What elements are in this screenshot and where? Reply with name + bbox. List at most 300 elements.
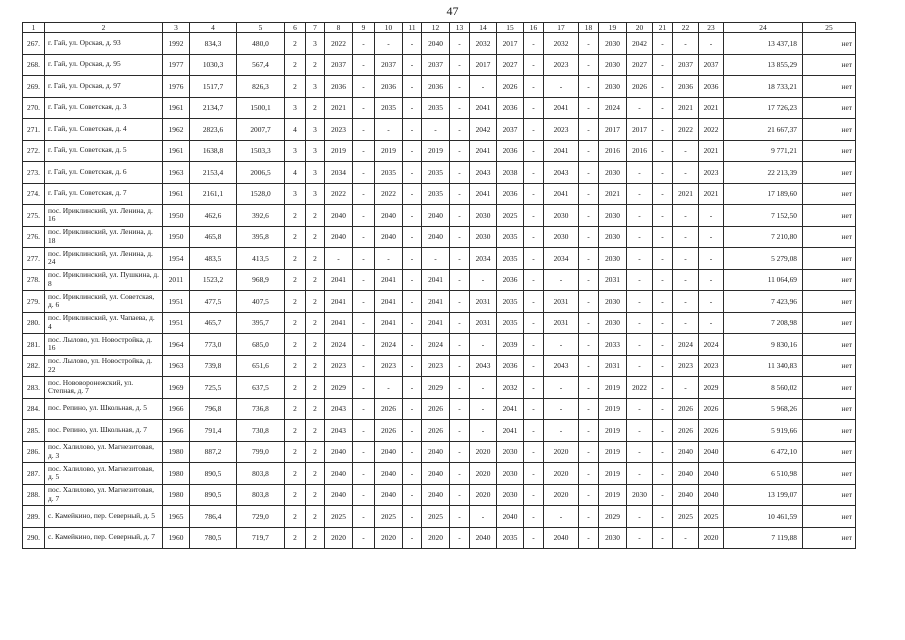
table-cell: нет	[803, 291, 856, 313]
table-row	[23, 183, 856, 205]
table-cell: 2037	[325, 54, 353, 76]
table-cell: -	[579, 527, 599, 549]
table-cell: 2041	[422, 291, 450, 313]
address-cell: пос. Ириклинский, ул. Ленина, д. 24	[45, 248, 163, 270]
table-cell: -	[403, 527, 422, 549]
table-cell: 2020	[470, 463, 497, 485]
table-cell: -	[627, 248, 653, 270]
table-cell: -	[353, 527, 375, 549]
table-cell: 2023	[325, 355, 353, 377]
table-cell: 2031	[470, 312, 497, 334]
column-number-header: 16	[524, 23, 544, 33]
table-cell: 2017	[627, 119, 653, 141]
table-cell: 2037	[375, 54, 403, 76]
table-cell: 1969	[163, 377, 190, 399]
table-cell: -	[544, 269, 579, 291]
table-cell: 2026	[497, 76, 524, 98]
table-cell: 2030	[599, 291, 627, 313]
table-row	[23, 140, 856, 162]
table-cell: -	[353, 441, 375, 463]
table-row	[23, 377, 856, 399]
table-header-row	[23, 23, 856, 33]
table-cell: -	[653, 162, 673, 184]
table-cell: 477,5	[190, 291, 237, 313]
table-cell: -	[403, 398, 422, 420]
table-cell: -	[470, 506, 497, 528]
column-number-header: 12	[422, 23, 450, 33]
table-cell: -	[353, 54, 375, 76]
column-number-header: 22	[673, 23, 699, 33]
table-cell: -	[579, 355, 599, 377]
table-cell: 2026	[422, 420, 450, 442]
table-cell: 2	[306, 269, 325, 291]
table-cell: 2	[285, 205, 306, 227]
table-cell: 2040	[422, 205, 450, 227]
table-cell: нет	[803, 398, 856, 420]
table-cell: -	[544, 377, 579, 399]
table-cell: 11 064,69	[724, 269, 803, 291]
table-cell: -	[653, 248, 673, 270]
table-cell: 2	[285, 527, 306, 549]
table-cell: 2022	[325, 33, 353, 55]
table-cell: -	[450, 205, 470, 227]
table-cell: 2016	[599, 140, 627, 162]
table-cell: -	[579, 226, 599, 248]
table-cell: 2	[285, 463, 306, 485]
table-cell: 1961	[163, 183, 190, 205]
table-cell: 2023	[375, 355, 403, 377]
table-cell: 2042	[627, 33, 653, 55]
table-cell: -	[450, 441, 470, 463]
table-cell: 465,7	[190, 312, 237, 334]
table-cell: 2021	[699, 140, 724, 162]
table-cell: -	[579, 377, 599, 399]
table-cell: 22 213,39	[724, 162, 803, 184]
table-cell: -	[353, 506, 375, 528]
table-cell: -	[653, 312, 673, 334]
table-cell: -	[579, 248, 599, 270]
table-cell: -	[403, 226, 422, 248]
table-cell: 2043	[470, 162, 497, 184]
table-cell: нет	[803, 205, 856, 227]
table-cell: -	[579, 269, 599, 291]
table-cell: -	[524, 334, 544, 356]
table-cell: 2027	[627, 54, 653, 76]
table-cell: -	[524, 377, 544, 399]
address-cell: г. Гай, ул. Орская, д. 93	[45, 33, 163, 55]
table-cell: 3	[306, 33, 325, 55]
table-cell: 4	[285, 162, 306, 184]
table-cell: -	[403, 140, 422, 162]
table-cell: 2043	[325, 398, 353, 420]
table-cell: 1951	[163, 291, 190, 313]
table-cell: 2025	[673, 506, 699, 528]
table-cell: -	[450, 248, 470, 270]
table-cell: 3	[306, 140, 325, 162]
table-cell: 2031	[544, 312, 579, 334]
table-cell: 2030	[599, 527, 627, 549]
table-cell: 2025	[699, 506, 724, 528]
table-cell: 2030	[599, 248, 627, 270]
table-cell: нет	[803, 183, 856, 205]
table-cell: 2030	[544, 226, 579, 248]
table-cell: 2040	[470, 527, 497, 549]
table-cell: 2026	[375, 398, 403, 420]
table-cell: -	[653, 334, 673, 356]
table-cell: 2040	[673, 441, 699, 463]
table-cell: -	[450, 183, 470, 205]
table-cell: 2	[306, 463, 325, 485]
table-cell: 2025	[497, 205, 524, 227]
table-cell: 2036	[497, 140, 524, 162]
table-cell: -	[673, 162, 699, 184]
row-number-cell: 269.	[23, 76, 45, 98]
column-number-header: 14	[470, 23, 497, 33]
table-cell: -	[524, 54, 544, 76]
table-cell: -	[353, 463, 375, 485]
table-cell: -	[544, 334, 579, 356]
table-cell: -	[403, 484, 422, 506]
table-cell: -	[699, 291, 724, 313]
table-cell: 890,5	[190, 484, 237, 506]
table-cell: 3	[306, 162, 325, 184]
table-cell: -	[524, 76, 544, 98]
table-cell: 2035	[375, 162, 403, 184]
table-cell: нет	[803, 226, 856, 248]
table-cell: 2022	[325, 183, 353, 205]
table-cell: -	[353, 420, 375, 442]
table-cell: 2041	[422, 312, 450, 334]
table-cell: -	[653, 140, 673, 162]
table-cell: 2021	[325, 97, 353, 119]
table-cell: -	[450, 269, 470, 291]
table-cell: 2024	[422, 334, 450, 356]
table-cell: 1977	[163, 54, 190, 76]
table-cell: -	[627, 527, 653, 549]
table-cell: 2	[306, 291, 325, 313]
table-cell: 2040	[422, 33, 450, 55]
table-cell: -	[579, 334, 599, 356]
table-cell: 2026	[375, 420, 403, 442]
table-cell: 2041	[544, 97, 579, 119]
table-cell: 2032	[497, 377, 524, 399]
table-cell: -	[579, 97, 599, 119]
row-number-cell: 284.	[23, 398, 45, 420]
table-cell: 1980	[163, 463, 190, 485]
table-cell: -	[653, 420, 673, 442]
table-cell: 1954	[163, 248, 190, 270]
table-cell: 2022	[699, 119, 724, 141]
address-cell: пос. Ириклинский, ул. Советская, д. 6	[45, 291, 163, 313]
table-cell: -	[627, 398, 653, 420]
table-cell: 2030	[627, 484, 653, 506]
row-number-cell: 276.	[23, 226, 45, 248]
table-cell: 2020	[375, 527, 403, 549]
table-cell: 567,4	[237, 54, 285, 76]
table-cell: 2020	[470, 484, 497, 506]
table-cell: 2	[306, 312, 325, 334]
table-cell: нет	[803, 334, 856, 356]
table-cell: -	[375, 119, 403, 141]
table-cell: 2030	[544, 205, 579, 227]
table-cell: 2040	[325, 226, 353, 248]
table-cell: -	[673, 269, 699, 291]
table-cell: 2025	[325, 506, 353, 528]
table-cell: 2	[285, 76, 306, 98]
table-cell: -	[353, 183, 375, 205]
table-row	[23, 355, 856, 377]
table-cell: 2016	[627, 140, 653, 162]
row-number-cell: 287.	[23, 463, 45, 485]
table-cell: 2025	[375, 506, 403, 528]
table-cell: 2011	[163, 269, 190, 291]
table-cell: -	[653, 183, 673, 205]
table-cell: 2019	[599, 398, 627, 420]
table-cell: 2	[285, 291, 306, 313]
table-cell: 2026	[673, 398, 699, 420]
table-row	[23, 33, 856, 55]
table-cell: 2017	[599, 119, 627, 141]
table-row	[23, 506, 856, 528]
table-cell: -	[450, 506, 470, 528]
table-cell: 1963	[163, 355, 190, 377]
table-cell: 1992	[163, 33, 190, 55]
table-cell: -	[403, 183, 422, 205]
table-cell: -	[524, 248, 544, 270]
table-cell: 2021	[673, 183, 699, 205]
table-cell: 480,0	[237, 33, 285, 55]
table-cell: 2034	[325, 162, 353, 184]
address-cell: пос. Лылово, ул. Новостройка, д. 22	[45, 355, 163, 377]
table-cell: 3	[306, 183, 325, 205]
table-cell: -	[579, 205, 599, 227]
table-cell: -	[579, 312, 599, 334]
table-cell: -	[653, 527, 673, 549]
table-row	[23, 312, 856, 334]
table-cell: 7 423,96	[724, 291, 803, 313]
table-cell: -	[470, 334, 497, 356]
table-cell: -	[403, 441, 422, 463]
table-cell: 2	[285, 355, 306, 377]
table-cell: 2030	[599, 205, 627, 227]
column-number-header: 8	[325, 23, 353, 33]
column-number-header: 6	[285, 23, 306, 33]
table-cell: 5 919,66	[724, 420, 803, 442]
table-cell: 2040	[422, 463, 450, 485]
table-cell: -	[524, 205, 544, 227]
table-cell: 3	[285, 140, 306, 162]
table-cell: 2022	[673, 119, 699, 141]
table-cell: -	[627, 269, 653, 291]
column-number-header: 24	[724, 23, 803, 33]
table-cell: -	[403, 420, 422, 442]
table-cell: -	[653, 54, 673, 76]
address-cell: пос. Репино, ул. Школьная, д. 7	[45, 420, 163, 442]
table-cell: 2036	[422, 76, 450, 98]
table-body	[23, 23, 856, 549]
table-cell: 786,4	[190, 506, 237, 528]
table-row	[23, 76, 856, 98]
row-number-cell: 279.	[23, 291, 45, 313]
table-cell: -	[450, 312, 470, 334]
column-number-header: 11	[403, 23, 422, 33]
table-cell: 462,6	[190, 205, 237, 227]
table-cell: нет	[803, 484, 856, 506]
table-cell: 968,9	[237, 269, 285, 291]
table-cell: 11 340,83	[724, 355, 803, 377]
table-cell: 2031	[544, 291, 579, 313]
table-cell: 1951	[163, 312, 190, 334]
table-cell: 2134,7	[190, 97, 237, 119]
table-cell: -	[422, 119, 450, 141]
table-cell: 3	[306, 119, 325, 141]
table-cell: 7 208,98	[724, 312, 803, 334]
table-cell: 9 771,21	[724, 140, 803, 162]
table-cell: 2007,7	[237, 119, 285, 141]
table-cell: 2040	[422, 226, 450, 248]
table-cell: 2	[306, 97, 325, 119]
table-cell: -	[470, 398, 497, 420]
table-cell: нет	[803, 269, 856, 291]
table-cell: 2019	[599, 484, 627, 506]
table-cell: 1962	[163, 119, 190, 141]
table-cell: -	[353, 205, 375, 227]
table-cell: 2020	[544, 484, 579, 506]
table-cell: -	[353, 162, 375, 184]
table-row	[23, 162, 856, 184]
table-cell: 2	[285, 226, 306, 248]
table-cell: 1638,8	[190, 140, 237, 162]
table-cell: 21 667,37	[724, 119, 803, 141]
table-cell: -	[450, 291, 470, 313]
table-cell: 2024	[375, 334, 403, 356]
table-cell: -	[403, 506, 422, 528]
table-cell: -	[524, 463, 544, 485]
table-cell: 2040	[375, 484, 403, 506]
column-number-header: 18	[579, 23, 599, 33]
column-number-header: 15	[497, 23, 524, 33]
table-cell: 2161,1	[190, 183, 237, 205]
table-cell: -	[627, 334, 653, 356]
table-cell: 5 279,08	[724, 248, 803, 270]
table-cell: 2024	[673, 334, 699, 356]
table-cell: нет	[803, 119, 856, 141]
table-cell: 2	[306, 355, 325, 377]
table-cell: 6 510,98	[724, 463, 803, 485]
table-cell: -	[450, 54, 470, 76]
table-cell: 2035	[375, 97, 403, 119]
table-cell: 395,7	[237, 312, 285, 334]
row-number-cell: 283.	[23, 377, 45, 399]
table-cell: 2036	[325, 76, 353, 98]
table-cell: нет	[803, 441, 856, 463]
table-cell: 729,0	[237, 506, 285, 528]
table-cell: -	[450, 226, 470, 248]
table-cell: 2030	[470, 205, 497, 227]
table-cell: -	[353, 377, 375, 399]
table-cell: 719,7	[237, 527, 285, 549]
address-cell: пос. Ириклинский, ул. Чапаева, д. 4	[45, 312, 163, 334]
table-cell: -	[524, 97, 544, 119]
table-cell: нет	[803, 54, 856, 76]
table-cell: 3	[306, 76, 325, 98]
column-number-header: 13	[450, 23, 470, 33]
table-cell: -	[627, 506, 653, 528]
table-row	[23, 226, 856, 248]
table-cell: -	[673, 377, 699, 399]
table-cell: 2027	[497, 54, 524, 76]
table-cell: -	[699, 269, 724, 291]
table-cell: -	[653, 119, 673, 141]
table-row	[23, 248, 856, 270]
table-cell: 2022	[375, 183, 403, 205]
row-number-cell: 272.	[23, 140, 45, 162]
table-cell: 2043	[544, 355, 579, 377]
table-cell: 791,4	[190, 420, 237, 442]
table-cell: 2029	[699, 377, 724, 399]
table-cell: 2041	[375, 312, 403, 334]
address-cell: г. Гай, ул. Советская, д. 5	[45, 140, 163, 162]
table-cell: -	[403, 205, 422, 227]
table-cell: 2	[285, 312, 306, 334]
table-cell: 2	[285, 54, 306, 76]
table-cell: -	[450, 33, 470, 55]
table-cell: 2036	[699, 76, 724, 98]
table-cell: -	[403, 33, 422, 55]
address-cell: пос. Ириклинский, ул. Ленина, д. 18	[45, 226, 163, 248]
table-cell: 780,5	[190, 527, 237, 549]
address-cell: пос. Халилово, ул. Магнезитовая, д. 7	[45, 484, 163, 506]
table-cell: нет	[803, 312, 856, 334]
table-cell: 2039	[497, 334, 524, 356]
table-cell: -	[470, 377, 497, 399]
table-cell: -	[403, 377, 422, 399]
column-number-header: 4	[190, 23, 237, 33]
row-number-cell: 267.	[23, 33, 45, 55]
table-cell: 2041	[375, 269, 403, 291]
column-number-header: 9	[353, 23, 375, 33]
table-cell: 887,2	[190, 441, 237, 463]
table-cell: -	[353, 97, 375, 119]
table-cell: 2	[285, 441, 306, 463]
table-cell: -	[524, 269, 544, 291]
table-cell: 2043	[325, 420, 353, 442]
table-cell: 2031	[470, 291, 497, 313]
table-cell: 2041	[375, 291, 403, 313]
table-cell: 2823,6	[190, 119, 237, 141]
table-cell: 6 472,10	[724, 441, 803, 463]
table-cell: 7 210,80	[724, 226, 803, 248]
table-cell: 2030	[599, 226, 627, 248]
table-cell: -	[353, 355, 375, 377]
table-cell: 2020	[325, 527, 353, 549]
row-number-cell: 273.	[23, 162, 45, 184]
table-cell: 2026	[699, 420, 724, 442]
table-cell: -	[699, 312, 724, 334]
table-cell: -	[579, 398, 599, 420]
table-row	[23, 420, 856, 442]
table-cell: -	[579, 119, 599, 141]
table-cell: -	[403, 76, 422, 98]
table-row	[23, 119, 856, 141]
table-cell: 2040	[673, 484, 699, 506]
table-cell: 2006,5	[237, 162, 285, 184]
column-number-header: 1	[23, 23, 45, 33]
table-cell: -	[353, 248, 375, 270]
table-cell: 2026	[699, 398, 724, 420]
table-cell: 1503,3	[237, 140, 285, 162]
table-cell: 2035	[422, 183, 450, 205]
